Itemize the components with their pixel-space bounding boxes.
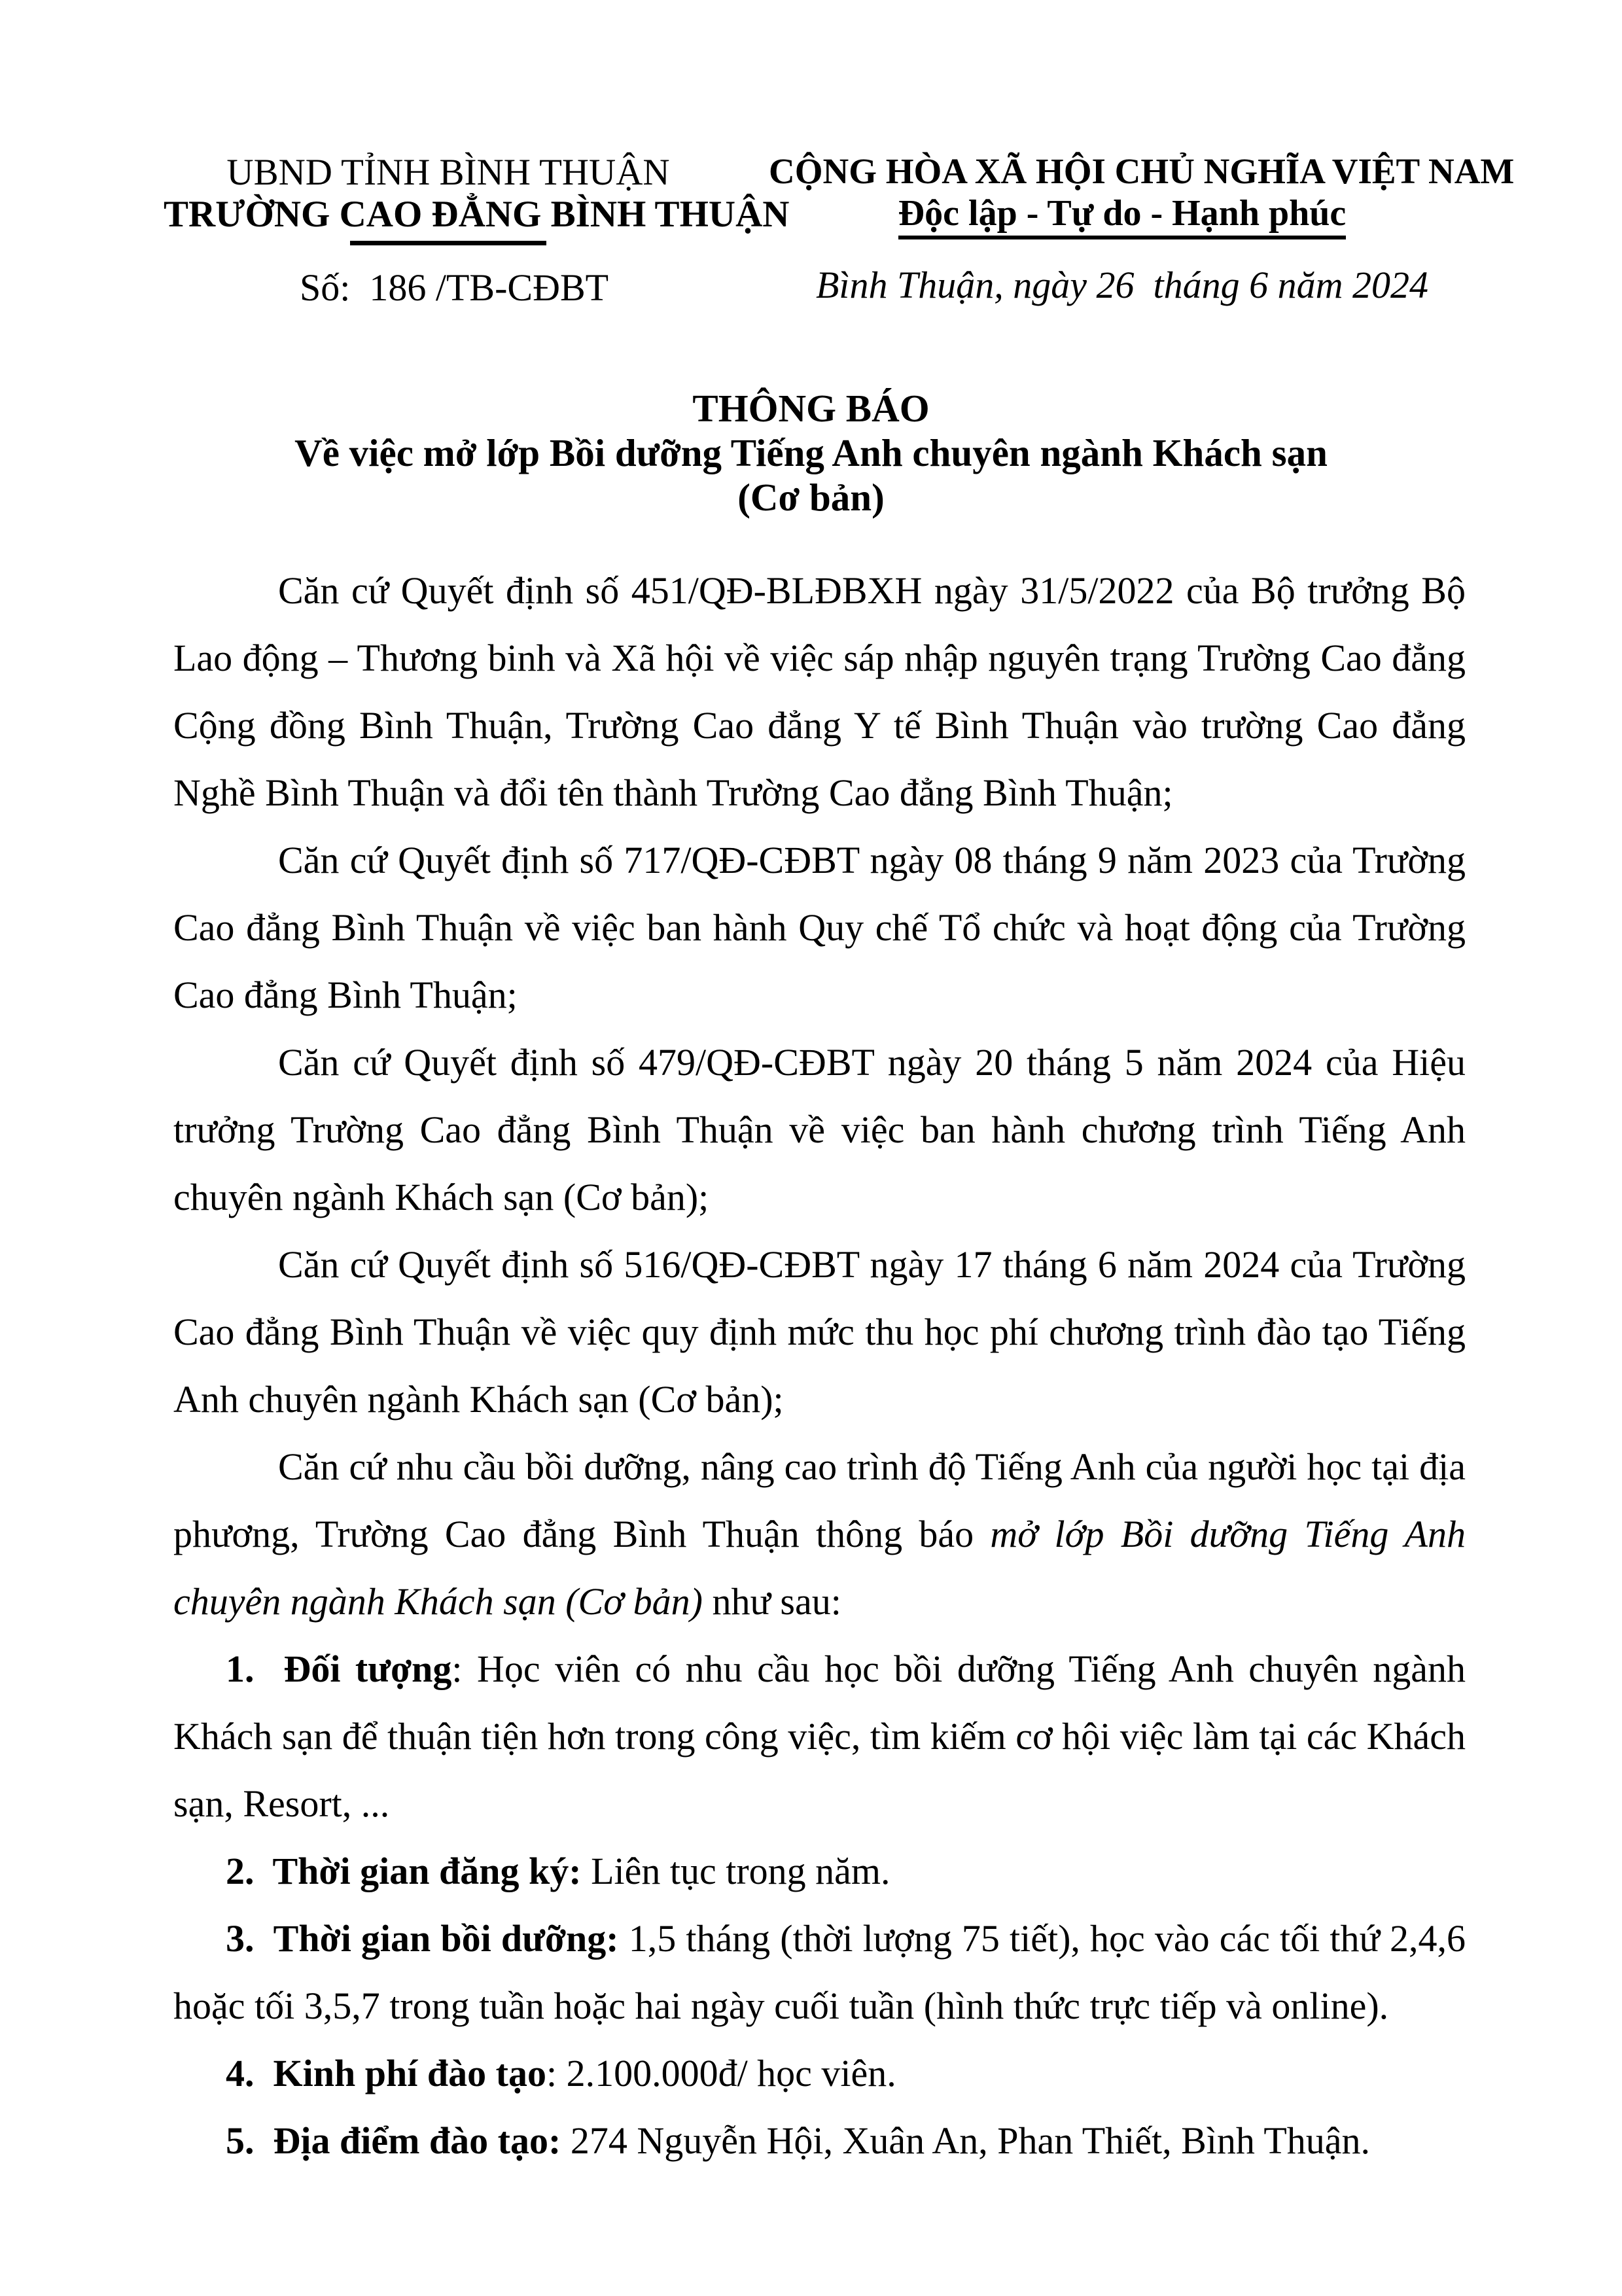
lead-suffix: như sau: (703, 1580, 841, 1623)
item-label: 2. Thời gian đăng ký: (226, 1850, 582, 1892)
item-text: 1,5 tháng (thời lượng 75 tiết), học vào các tối thứ 2,4,6 hoặc tối 3,5,7 trong tuần hoặc hai ngày cuối tuần (hình thức trực tiếp và online). (173, 1917, 1466, 2027)
list-item-training-location (173, 2107, 1466, 2174)
list-item-tuition-fee (173, 2040, 1466, 2107)
item-label: 1. Đối tượng (226, 1648, 452, 1690)
lead-prefix: Căn cứ nhu cầu bồi dưỡng, nâng cao trình độ Tiếng Anh của người học tại địa phương, Trường Cao đẳng Bình Thuận thông báo (173, 1445, 1466, 1555)
parent-agency-name: UBND TỈNH BÌNH THUẬN (226, 152, 670, 193)
agency-name: TRƯỜNG CAO ĐẲNG BÌNH THUẬN (164, 194, 790, 235)
item-label: 5. Địa điểm đào tạo: (226, 2119, 561, 2162)
legal-basis-paragraph: Căn cứ Quyết định số 479/QĐ-CĐBT ngày 20 tháng 5 năm 2024 của Hiệu trưởng Trường Cao đẳng Bình Thuận về việc ban hành chương trình Tiếng Anh chuyên ngành Khách sạn (Cơ bản); (173, 1041, 1466, 1218)
document-subtitle-level: (Cơ bản) (737, 476, 885, 519)
item-text: Liên tục trong năm. (581, 1850, 890, 1892)
list-item-target-audience (173, 1635, 1466, 1837)
legal-basis-paragraph: Căn cứ Quyết định số 717/QĐ-CĐBT ngày 08 tháng 9 năm 2023 của Trường Cao đẳng Bình Thuận về việc ban hành Quy chế Tổ chức và hoạt động của Trường Cao đẳng Bình Thuận; (173, 839, 1466, 1016)
place-date-line: Bình Thuận, ngày 26 tháng 6 năm 2024 (815, 264, 1429, 306)
document-title-block (0, 386, 1622, 520)
national-motto-block (769, 150, 1515, 243)
legal-basis-paragraph: Căn cứ Quyết định số 516/QĐ-CĐBT ngày 17 tháng 6 năm 2024 của Trường Cao đẳng Bình Thuận về việc quy định mức thu học phí chương trình đào tạo Tiếng Anh chuyên ngành Khách sạn (Cơ bản); (173, 1243, 1466, 1421)
issuing-agency-block (164, 152, 790, 245)
document-number: Số: 186 /TB-CĐBT (300, 266, 609, 309)
legal-basis-paragraph: Căn cứ Quyết định số 451/QĐ-BLĐBXH ngày 31/5/2022 của Bộ trưởng Bộ Lao động – Thương binh và Xã hội về việc sáp nhập nguyên trạng Trường Cao đẳng Cộng đồng Bình Thuận, Trường Cao đẳng Y tế Bình Thuận vào trường Cao đẳng Nghề Bình Thuận và đổi tên thành Trường Cao đẳng Bình Thuận; (173, 569, 1466, 814)
announcement-lead-paragraph (173, 1433, 1466, 1635)
item-label: 4. Kinh phí đào tạo (226, 2052, 546, 2094)
motto-line: Độc lập - Tự do - Hạnh phúc (898, 192, 1347, 239)
document-subtitle: Về việc mở lớp Bồi dưỡng Tiếng Anh chuyên ngành Khách sạn (294, 431, 1328, 474)
item-text: : 2.100.000đ/ học viên. (546, 2052, 896, 2094)
list-item-training-duration (173, 1905, 1466, 2040)
lead-course-name-italic: mở lớp Bồi dưỡng Tiếng Anh chuyên ngành Khách sạn (Cơ bản) (173, 1513, 1466, 1623)
republic-title: CỘNG HÒA XÃ HỘI CHỦ NGHĨA VIỆT NAM (769, 151, 1515, 191)
document-body (173, 557, 1466, 2174)
item-text: 274 Nguyễn Hội, Xuân An, Phan Thiết, Bình Thuận. (561, 2119, 1371, 2162)
item-text: : Học viên có nhu cầu học bồi dưỡng Tiếng Anh chuyên ngành Khách sạn để thuận tiện hơn trong công việc, tìm kiếm cơ hội việc làm tại các Khách sạn, Resort, ... (173, 1648, 1466, 1825)
document-title: THÔNG BÁO (692, 387, 930, 430)
item-label: 3. Thời gian bồi dưỡng: (226, 1917, 619, 1960)
list-item-registration-time (173, 1837, 1466, 1905)
agency-underline-rule (350, 241, 546, 245)
